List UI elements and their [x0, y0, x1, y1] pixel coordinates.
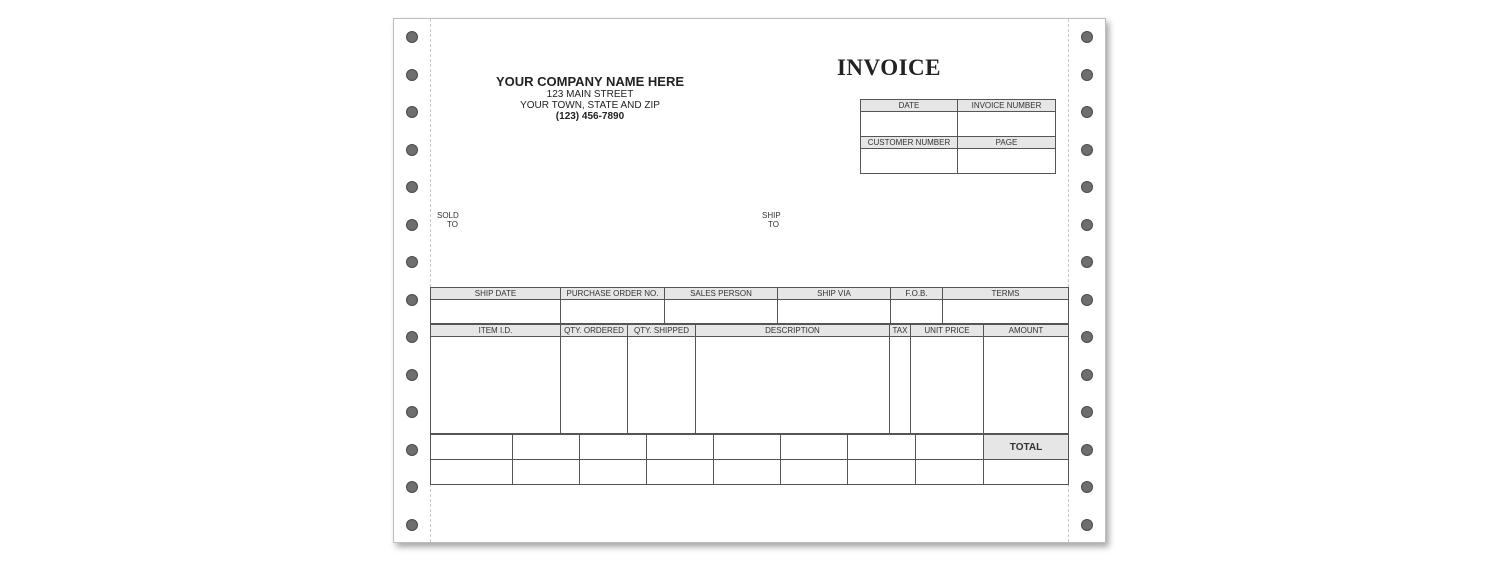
total-label: TOTAL: [984, 435, 1069, 460]
fob-field[interactable]: [891, 300, 943, 324]
totals-cell[interactable]: [916, 435, 984, 460]
feed-hole: [406, 481, 418, 493]
item-id-header: ITEM I.D.: [431, 325, 561, 337]
feed-hole: [406, 256, 418, 268]
ship-via-field[interactable]: [778, 300, 891, 324]
item-id-column[interactable]: [431, 337, 561, 434]
invoice-form-sheet: [393, 18, 1106, 543]
feed-hole: [1081, 406, 1093, 418]
qty-ordered-header: QTY. ORDERED: [561, 325, 628, 337]
ship-via-header: SHIP VIA: [778, 288, 891, 300]
sales-person-field[interactable]: [665, 300, 778, 324]
feed-hole: [406, 519, 418, 531]
feed-hole: [1081, 519, 1093, 531]
purchase-order-field[interactable]: [561, 300, 665, 324]
date-field[interactable]: [861, 112, 958, 137]
feed-hole: [1081, 369, 1093, 381]
line-items-table: [430, 324, 1069, 434]
sold-to-label: [437, 211, 459, 229]
qty-shipped-header: QTY. SHIPPED: [628, 325, 696, 337]
sales-person-header: SALES PERSON: [665, 288, 778, 300]
feed-hole: [406, 106, 418, 118]
totals-cell[interactable]: [714, 435, 781, 460]
feed-hole: [1081, 69, 1093, 81]
date-header: DATE: [861, 100, 958, 112]
feed-hole: [406, 444, 418, 456]
fob-header: F.O.B.: [891, 288, 943, 300]
description-header: DESCRIPTION: [696, 325, 890, 337]
qty-shipped-column[interactable]: [628, 337, 696, 434]
feed-hole: [1081, 106, 1093, 118]
totals-cell[interactable]: [513, 460, 580, 485]
order-info-table: [430, 287, 1069, 324]
invoice-number-header: INVOICE NUMBER: [958, 100, 1056, 112]
ship-to-line1: SHIP: [762, 211, 781, 220]
company-street: 123 MAIN STREET: [546, 89, 634, 100]
totals-cell[interactable]: [431, 460, 513, 485]
totals-cell[interactable]: [714, 460, 781, 485]
feed-hole: [1081, 181, 1093, 193]
feed-hole: [1081, 31, 1093, 43]
feed-hole: [406, 219, 418, 231]
terms-header: TERMS: [943, 288, 1069, 300]
company-name: YOUR COMPANY NAME HERE: [495, 74, 685, 89]
terms-field[interactable]: [943, 300, 1069, 324]
feed-hole: [406, 69, 418, 81]
feed-hole: [406, 181, 418, 193]
company-header: [474, 75, 706, 122]
page-header: PAGE: [958, 137, 1056, 149]
invoice-info-box: [860, 99, 1056, 174]
totals-cell[interactable]: [580, 435, 647, 460]
totals-cell[interactable]: [513, 435, 580, 460]
total-amount-field[interactable]: [984, 460, 1069, 485]
feed-hole: [1081, 219, 1093, 231]
feed-hole: [1081, 256, 1093, 268]
totals-cell[interactable]: [431, 435, 513, 460]
totals-cell[interactable]: [848, 435, 916, 460]
feed-hole: [1081, 294, 1093, 306]
totals-cell[interactable]: [580, 460, 647, 485]
unit-price-column[interactable]: [911, 337, 984, 434]
customer-number-header: CUSTOMER NUMBER: [861, 137, 958, 149]
amount-column[interactable]: [984, 337, 1069, 434]
page-field[interactable]: [958, 149, 1056, 174]
tax-column[interactable]: [890, 337, 911, 434]
company-phone: (123) 456-7890: [555, 111, 625, 122]
totals-cell[interactable]: [781, 435, 848, 460]
feed-hole: [406, 144, 418, 156]
feed-hole: [1081, 444, 1093, 456]
feed-hole: [406, 406, 418, 418]
sold-to-line2: TO: [447, 220, 458, 229]
ship-to-line2: TO: [768, 220, 779, 229]
ship-date-header: SHIP DATE: [431, 288, 561, 300]
feed-hole: [1081, 331, 1093, 343]
amount-header: AMOUNT: [984, 325, 1069, 337]
ship-date-field[interactable]: [431, 300, 561, 324]
customer-number-field[interactable]: [861, 149, 958, 174]
feed-hole: [406, 31, 418, 43]
purchase-order-header: PURCHASE ORDER NO.: [561, 288, 665, 300]
description-column[interactable]: [696, 337, 890, 434]
feed-hole: [406, 369, 418, 381]
totals-cell[interactable]: [647, 435, 714, 460]
totals-cell[interactable]: [916, 460, 984, 485]
tax-header: TAX: [890, 325, 911, 337]
totals-table: [430, 434, 1069, 485]
feed-hole: [406, 331, 418, 343]
invoice-title: INVOICE: [836, 55, 941, 80]
feed-hole: [1081, 144, 1093, 156]
invoice-number-field[interactable]: [958, 112, 1056, 137]
ship-to-label: [762, 211, 781, 229]
totals-cell[interactable]: [647, 460, 714, 485]
feed-hole: [406, 294, 418, 306]
feed-hole: [1081, 481, 1093, 493]
qty-ordered-column[interactable]: [561, 337, 628, 434]
unit-price-header: UNIT PRICE: [911, 325, 984, 337]
company-city: YOUR TOWN, STATE AND ZIP: [520, 100, 660, 111]
totals-cell[interactable]: [848, 460, 916, 485]
totals-cell[interactable]: [781, 460, 848, 485]
sold-to-line1: SOLD: [437, 211, 459, 220]
